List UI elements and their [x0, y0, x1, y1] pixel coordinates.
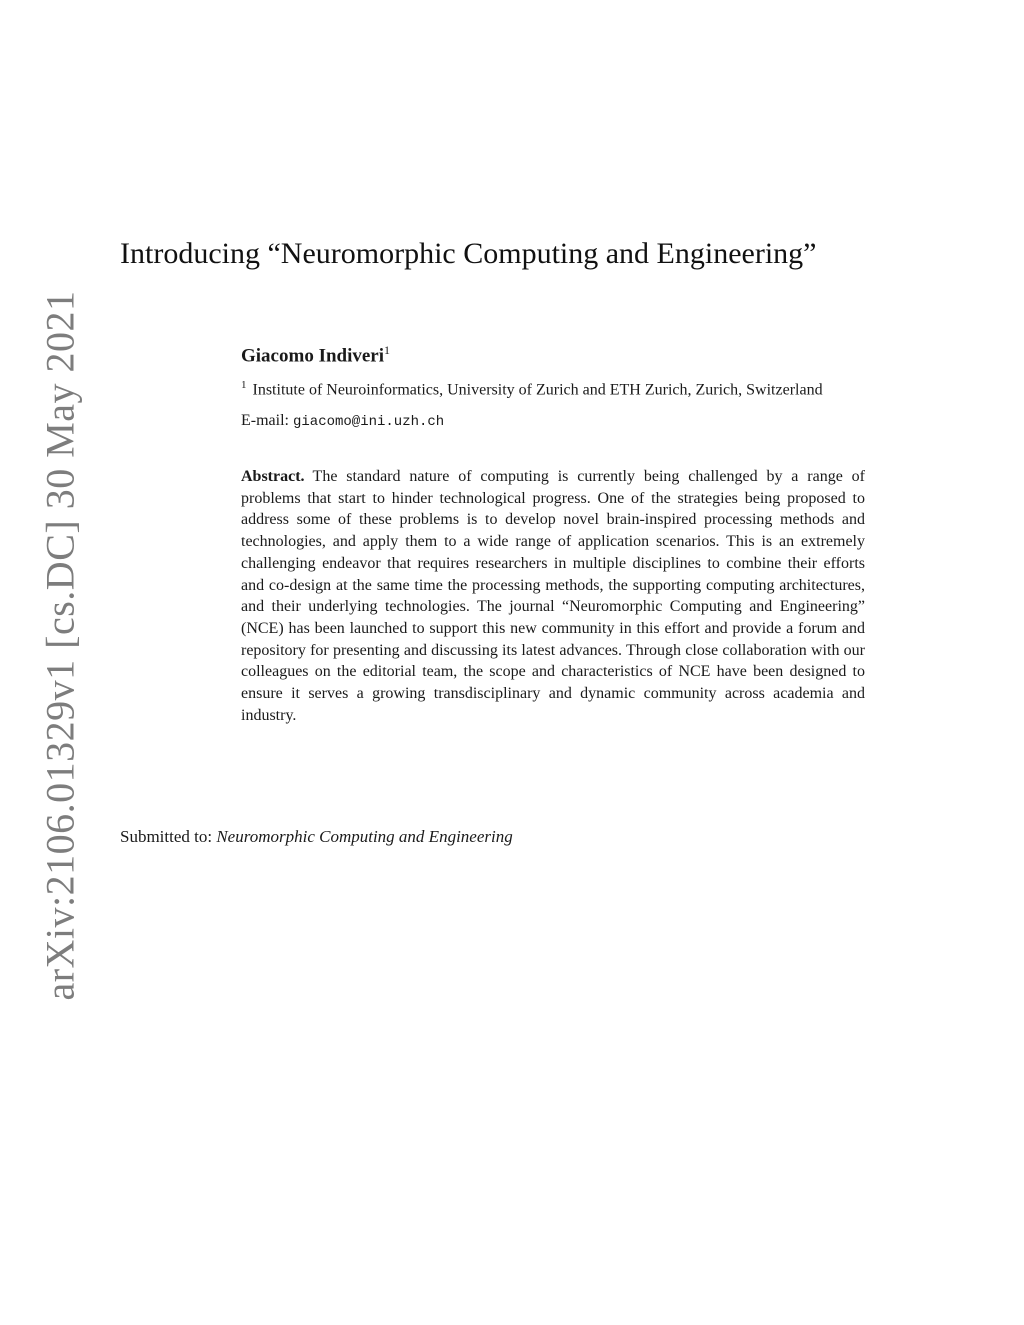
author-name: Giacomo Indiveri [241, 345, 385, 367]
submission-label: Submitted to: [120, 827, 213, 846]
abstract-text: The standard nature of computing is currently being challenged by a range of problems that start to hinder technological progress. One of the strategies being proposed to address some of these problems is to develop novel brain-inspired processing methods and technologies, and apply them to a wide range of application scenarios. This is an extremely challenging endeavor that requires researchers in multiple disciplines to combine their efforts and co-design at the same time the processing methods, the supporting computing architectures, and their underlying technologies. The journal “Neuromorphic Computing and Engineering” (NCE) has been launched to support this new community in this effort and provide a forum and repository for presenting and discussing its latest advances. Through close collaboration with our colleagues on the editorial team, the scope and characteristics of NCE have been designed to ensure it serves a growing transdisciplinary and dynamic community across academia and industry. [241, 468, 865, 724]
affiliation [241, 374, 865, 401]
abstract-label: Abstract. [241, 468, 305, 485]
submission-journal: Neuromorphic Computing and Engineering [216, 827, 513, 846]
submission-line [120, 826, 513, 848]
abstract [241, 466, 865, 726]
email-address[interactable]: giacomo@ini.uzh.ch [292, 413, 445, 430]
author-block [241, 338, 865, 433]
email-label: E-mail: [241, 411, 289, 429]
affiliation-text: Institute of Neuroinformatics, University of Zurich and ETH Zurich, Zurich, Switzerland [252, 381, 823, 399]
arxiv-stamp [30, 289, 90, 1001]
email-line [241, 410, 865, 433]
paper-title: Introducing “Neuromorphic Computing and Engineering” [120, 237, 817, 270]
author-affiliation-marker: 1 [384, 343, 391, 357]
arxiv-identifier: arXiv:2106.01329v1 [cs.DC] 30 May 2021 [37, 289, 83, 1001]
author-name-line [241, 338, 865, 368]
affiliation-marker: 1 [241, 379, 247, 392]
